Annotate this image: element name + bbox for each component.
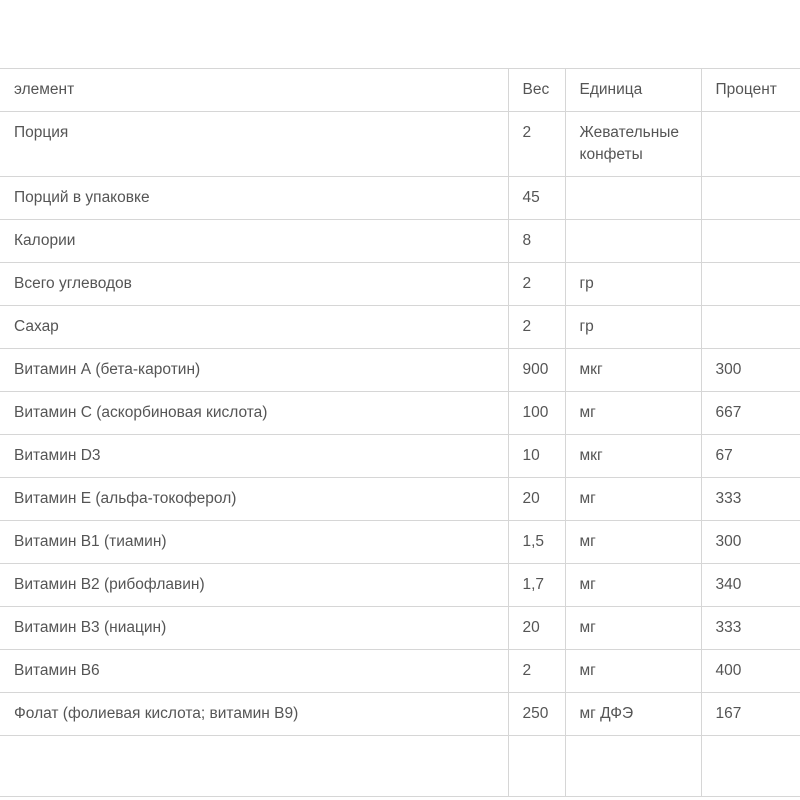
cell-unit: мг ДФЭ [565,693,701,736]
table-row [0,564,800,607]
cell-weight: 100 [508,392,565,435]
cell-element: Витамин В3 (ниацин) [0,607,508,650]
table-row-partial [0,736,800,797]
cell-element: Витамин А (бета-каротин) [0,349,508,392]
cell-percent [701,112,800,177]
cell-unit: мкг [565,435,701,478]
cell-weight: 2 [508,112,565,177]
cell-element: Калории [0,220,508,263]
cell-weight: 1,7 [508,564,565,607]
cell-weight: 45 [508,177,565,220]
cell-percent: 333 [701,607,800,650]
cell-element: Порция [0,112,508,177]
table-row [0,693,800,736]
cell-weight: 20 [508,478,565,521]
cell-weight: 10 [508,435,565,478]
cell-element: Порций в упаковке [0,177,508,220]
cell-percent: 167 [701,693,800,736]
cell-weight: 2 [508,263,565,306]
cell-unit [565,220,701,263]
cell-unit: мкг [565,349,701,392]
cell-element: Сахар [0,306,508,349]
cell-percent: 300 [701,521,800,564]
header-unit: Единица [565,69,701,112]
cell-percent: 340 [701,564,800,607]
table-row [0,650,800,693]
table-row [0,220,800,263]
table-row [0,392,800,435]
header-element: элемент [0,69,508,112]
cell-element: Витамин В2 (рибофлавин) [0,564,508,607]
cell-percent: 67 [701,435,800,478]
cell-empty [565,736,701,797]
cell-unit: мг [565,650,701,693]
cell-element: Всего углеводов [0,263,508,306]
nutrition-table [0,68,800,797]
cell-unit: мг [565,607,701,650]
cell-weight: 8 [508,220,565,263]
header-percent: Процент [701,69,800,112]
cell-unit: гр [565,306,701,349]
cell-empty [508,736,565,797]
cell-element: Витамин В1 (тиамин) [0,521,508,564]
cell-element: Витамин D3 [0,435,508,478]
cell-weight: 1,5 [508,521,565,564]
table-header-row [0,69,800,112]
cell-unit: мг [565,392,701,435]
cell-element: Фолат (фолиевая кислота; витамин В9) [0,693,508,736]
nutrition-table-container [0,68,800,800]
header-weight: Вес [508,69,565,112]
cell-percent [701,306,800,349]
cell-percent [701,220,800,263]
table-row [0,177,800,220]
cell-weight: 2 [508,306,565,349]
table-row [0,521,800,564]
cell-unit: Жевательные конфеты [565,112,701,177]
cell-unit: мг [565,478,701,521]
cell-percent [701,177,800,220]
cell-unit: мг [565,521,701,564]
cell-weight: 250 [508,693,565,736]
cell-percent: 667 [701,392,800,435]
cell-element: Витамин Е (альфа-токоферол) [0,478,508,521]
cell-element: Витамин В6 [0,650,508,693]
cell-empty [0,736,508,797]
cell-percent: 300 [701,349,800,392]
table-row [0,349,800,392]
cell-weight: 900 [508,349,565,392]
cell-weight: 2 [508,650,565,693]
cell-weight: 20 [508,607,565,650]
table-row [0,607,800,650]
table-row [0,263,800,306]
table-row [0,478,800,521]
table-row [0,306,800,349]
table-row [0,112,800,177]
table-row [0,435,800,478]
cell-element: Витамин С (аскорбиновая кислота) [0,392,508,435]
cell-percent: 333 [701,478,800,521]
cell-unit: гр [565,263,701,306]
cell-empty [701,736,800,797]
cell-percent: 400 [701,650,800,693]
cell-unit: мг [565,564,701,607]
cell-percent [701,263,800,306]
cell-unit [565,177,701,220]
